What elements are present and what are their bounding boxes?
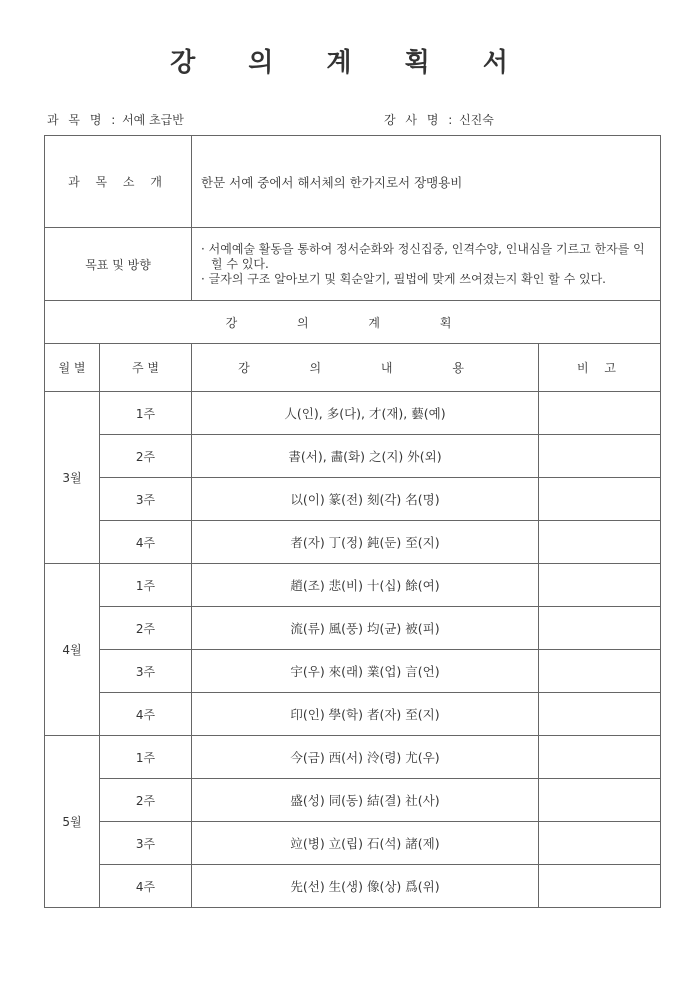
table-row [45, 693, 661, 736]
goal-item: · 서예예술 활동을 통하여 정서순화와 정신집중, 인격수양, 인내심을 기르고 한자를 익힐 수 있다. [201, 241, 645, 271]
month-label: 4월 [45, 564, 100, 736]
week-label: 3주 [100, 822, 192, 865]
table-row [45, 392, 661, 435]
lecture-content: 盛(성) 同(동) 結(결) 社(사) [192, 779, 539, 822]
month-label: 5월 [45, 736, 100, 908]
lecture-content: 人(인), 多(다), 才(재), 藝(예) [192, 392, 539, 435]
table-row [45, 779, 661, 822]
goals-content [192, 228, 661, 301]
week-label: 4주 [100, 521, 192, 564]
table-row [45, 650, 661, 693]
week-label: 4주 [100, 865, 192, 908]
table-row [45, 435, 661, 478]
week-label: 2주 [100, 779, 192, 822]
lecture-content: 今(금) 西(서) 泠(령) 尤(우) [192, 736, 539, 779]
lecture-content: 書(서), 畵(화) 之(지) 外(외) [192, 435, 539, 478]
lecture-content: 印(인) 學(학) 者(자) 至(지) [192, 693, 539, 736]
lecture-content: 以(이) 篆(전) 刻(각) 名(명) [192, 478, 539, 521]
note-cell [539, 693, 661, 736]
lecture-plan-table [44, 135, 661, 908]
course-name-value: 서예 초급반 [122, 113, 184, 127]
note-cell [539, 822, 661, 865]
goals-label: 목표 및 방향 [45, 228, 192, 301]
month-label: 3월 [45, 392, 100, 564]
lecture-content: 先(선) 生(생) 像(상) 爲(위) [192, 865, 539, 908]
goal-item: · 글자의 구조 알아보기 및 획순알기, 필법에 맞게 쓰여졌는지 확인 할 수 있다. [201, 271, 606, 286]
page-title: 강 의 계 획 서 [170, 48, 530, 78]
lecture-content: 者(자) 丁(정) 鈍(둔) 至(지) [192, 521, 539, 564]
note-cell [539, 435, 661, 478]
note-cell [539, 865, 661, 908]
note-cell [539, 521, 661, 564]
week-label: 3주 [100, 478, 192, 521]
lecture-content: 宇(우) 來(래) 業(업) 言(언) [192, 650, 539, 693]
week-label: 1주 [100, 392, 192, 435]
note-cell [539, 650, 661, 693]
table-row [45, 478, 661, 521]
instructor-name [384, 111, 494, 128]
lecture-content: 流(류) 風(풍) 均(균) 被(피) [192, 607, 539, 650]
table-row [45, 865, 661, 908]
column-header-month: 월 별 [45, 344, 100, 392]
note-cell [539, 392, 661, 435]
plan-header: 강 의 계 획 [45, 301, 661, 344]
instructor-name-value: 신진숙 [459, 113, 494, 127]
table-row [45, 822, 661, 865]
week-label: 1주 [100, 564, 192, 607]
column-header-week: 주 별 [100, 344, 192, 392]
table-row [45, 521, 661, 564]
week-label: 3주 [100, 650, 192, 693]
note-cell [539, 564, 661, 607]
week-label: 2주 [100, 607, 192, 650]
note-cell [539, 736, 661, 779]
lecture-content: 趙(조) 悲(비) 十(십) 餘(여) [192, 564, 539, 607]
week-label: 4주 [100, 693, 192, 736]
intro-text: 한문 서예 중에서 해서체의 한가지로서 장맹용비 [192, 136, 661, 228]
column-header-content: 강 의 내 용 [192, 344, 539, 392]
week-label: 1주 [100, 736, 192, 779]
instructor-name-label: 강 사 명 : [384, 113, 456, 127]
table-row [45, 736, 661, 779]
note-cell [539, 779, 661, 822]
note-cell [539, 478, 661, 521]
table-row [45, 564, 661, 607]
lecture-content: 竝(병) 立(립) 石(석) 諸(제) [192, 822, 539, 865]
course-name [47, 111, 184, 128]
note-cell [539, 607, 661, 650]
course-name-label: 과 목 명 : [47, 113, 119, 127]
column-header-note: 비 고 [539, 344, 661, 392]
week-label: 2주 [100, 435, 192, 478]
intro-label: 과 목 소 개 [45, 136, 192, 228]
table-row [45, 607, 661, 650]
